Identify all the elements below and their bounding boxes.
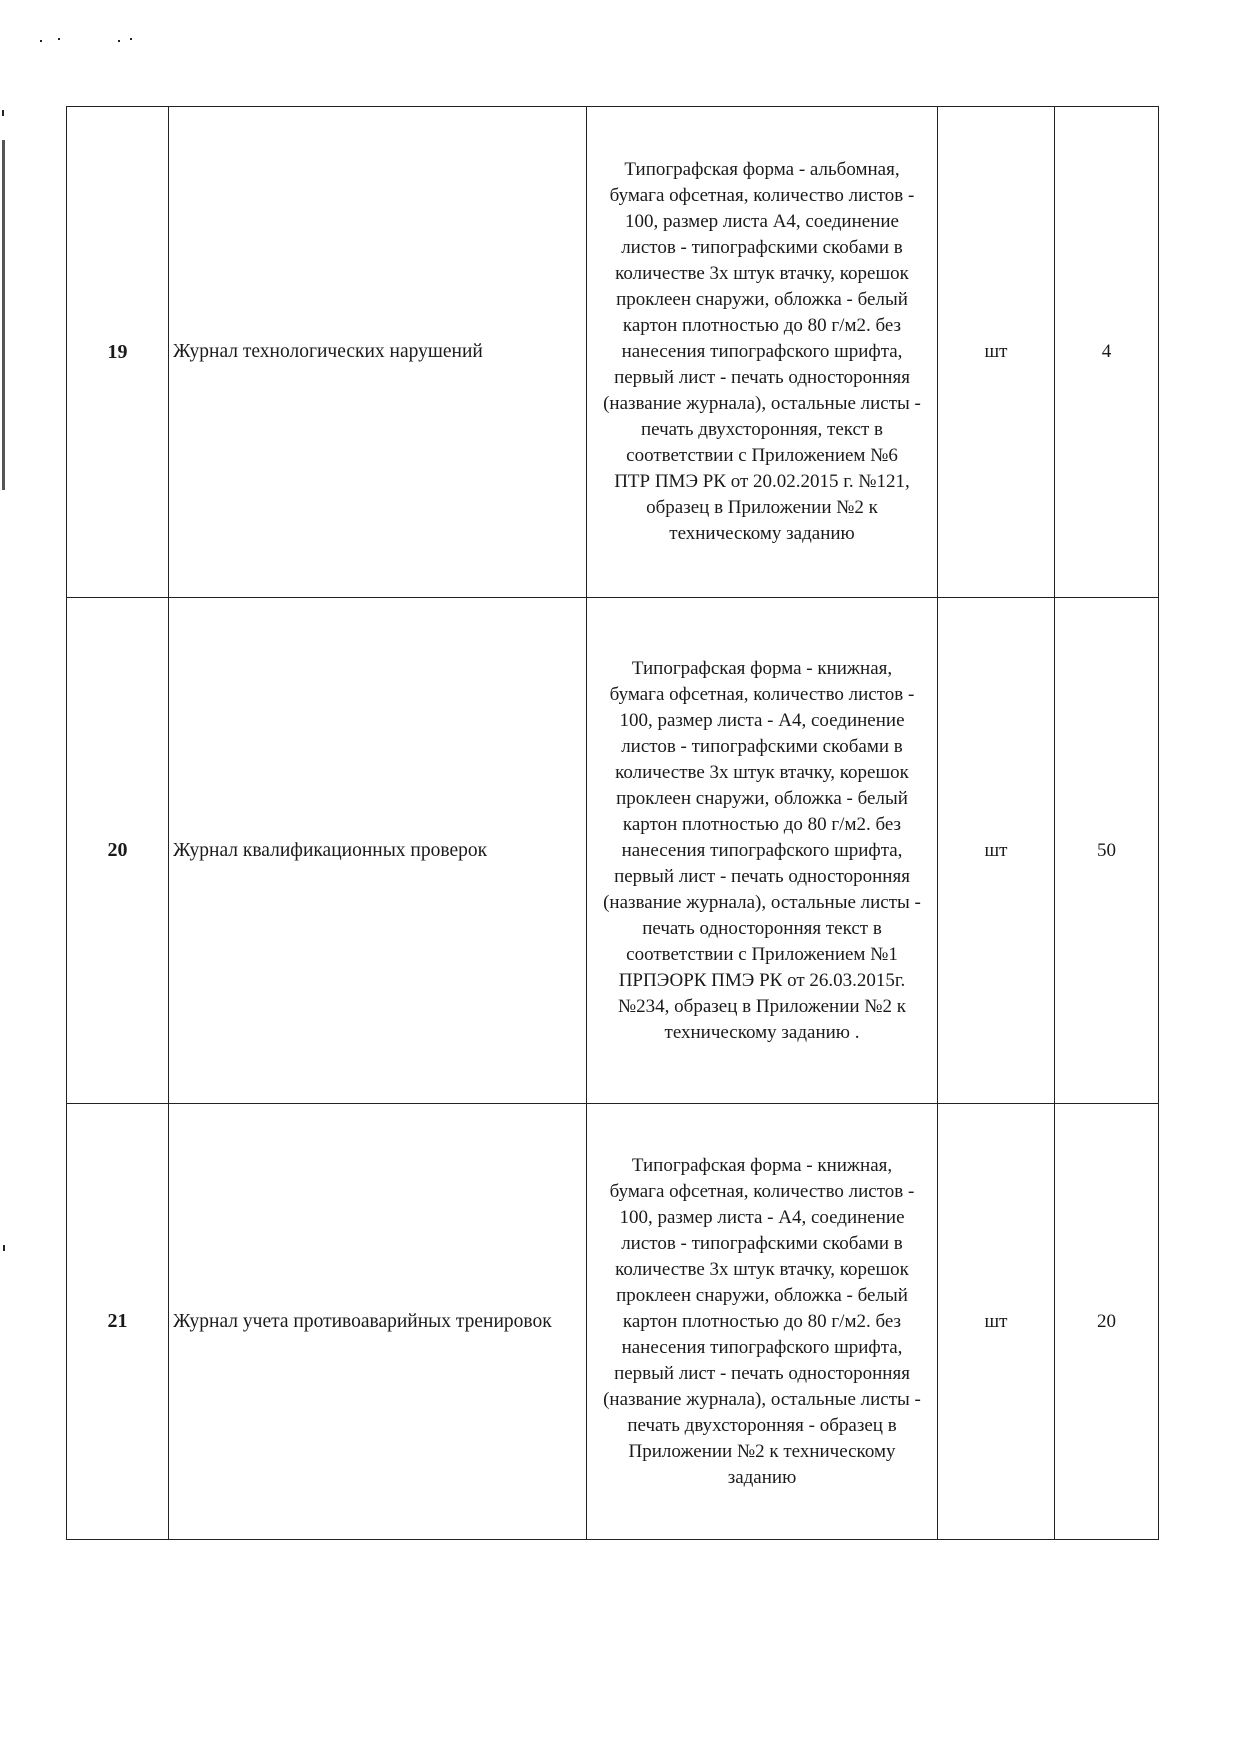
row-number: 21 (67, 1104, 169, 1540)
row-number: 19 (67, 107, 169, 598)
scan-mark (58, 38, 60, 40)
specification-table (66, 106, 1159, 1540)
quantity: 4 (1055, 107, 1159, 598)
table-row (67, 107, 1159, 598)
scan-mark (130, 38, 132, 40)
scan-mark (40, 40, 42, 42)
scan-mark (2, 140, 5, 490)
row-number: 20 (67, 598, 169, 1104)
quantity: 20 (1055, 1104, 1159, 1540)
item-description: Типографская форма - книжная, бумага офсетная, количество листов - 100, размер листа - А4, соединение листов - типографскими скобами в количестве 3х штук втачку, корешок проклеен снаружи, обложка - белый картон плотностью до 80 г/м2. без нанесения типографского шрифта, первый лист - печать односторонняя (название журнала), остальные листы - печать двухсторонняя - образец в Приложении №2 к техническому заданию (587, 1104, 938, 1540)
item-description: Типографская форма - книжная, бумага офсетная, количество листов - 100, размер листа - А4, соединение листов - типографскими скобами в количестве 3х штук втачку, корешок проклеен снаружи, обложка - белый картон плотностью до 80 г/м2. без нанесения типографского шрифта, первый лист - печать односторонняя (название журнала), остальные листы - печать односторонняя текст в соответствии с Приложением №1 ПРПЭОРК ПМЭ РК от 26.03.2015г. №234, образец в Приложении №2 к техническому заданию . (587, 598, 938, 1104)
quantity: 50 (1055, 598, 1159, 1104)
scan-mark (118, 40, 120, 42)
unit-of-measure: шт (938, 598, 1055, 1104)
unit-of-measure: шт (938, 1104, 1055, 1540)
item-name: Журнал технологических нарушений (169, 107, 587, 598)
table-row (67, 598, 1159, 1104)
scan-mark (3, 1245, 5, 1251)
scan-mark (2, 110, 4, 116)
item-name: Журнал квалификационных проверок (169, 598, 587, 1104)
unit-of-measure: шт (938, 107, 1055, 598)
table-row (67, 1104, 1159, 1540)
item-name: Журнал учета противоаварийных тренировок (169, 1104, 587, 1540)
item-description: Типографская форма - альбомная, бумага офсетная, количество листов - 100, размер листа А4, соединение листов - типографскими скобами в количестве 3х штук втачку, корешок проклеен снаружи, обложка - белый картон плотностью до 80 г/м2. без нанесения типографского шрифта, первый лист - печать односторонняя (название журнала), остальные листы - печать двухсторонняя, текст в соответствии с Приложением №6 ПТР ПМЭ РК от 20.02.2015 г. №121, образец в Приложении №2 к техническому заданию (587, 107, 938, 598)
